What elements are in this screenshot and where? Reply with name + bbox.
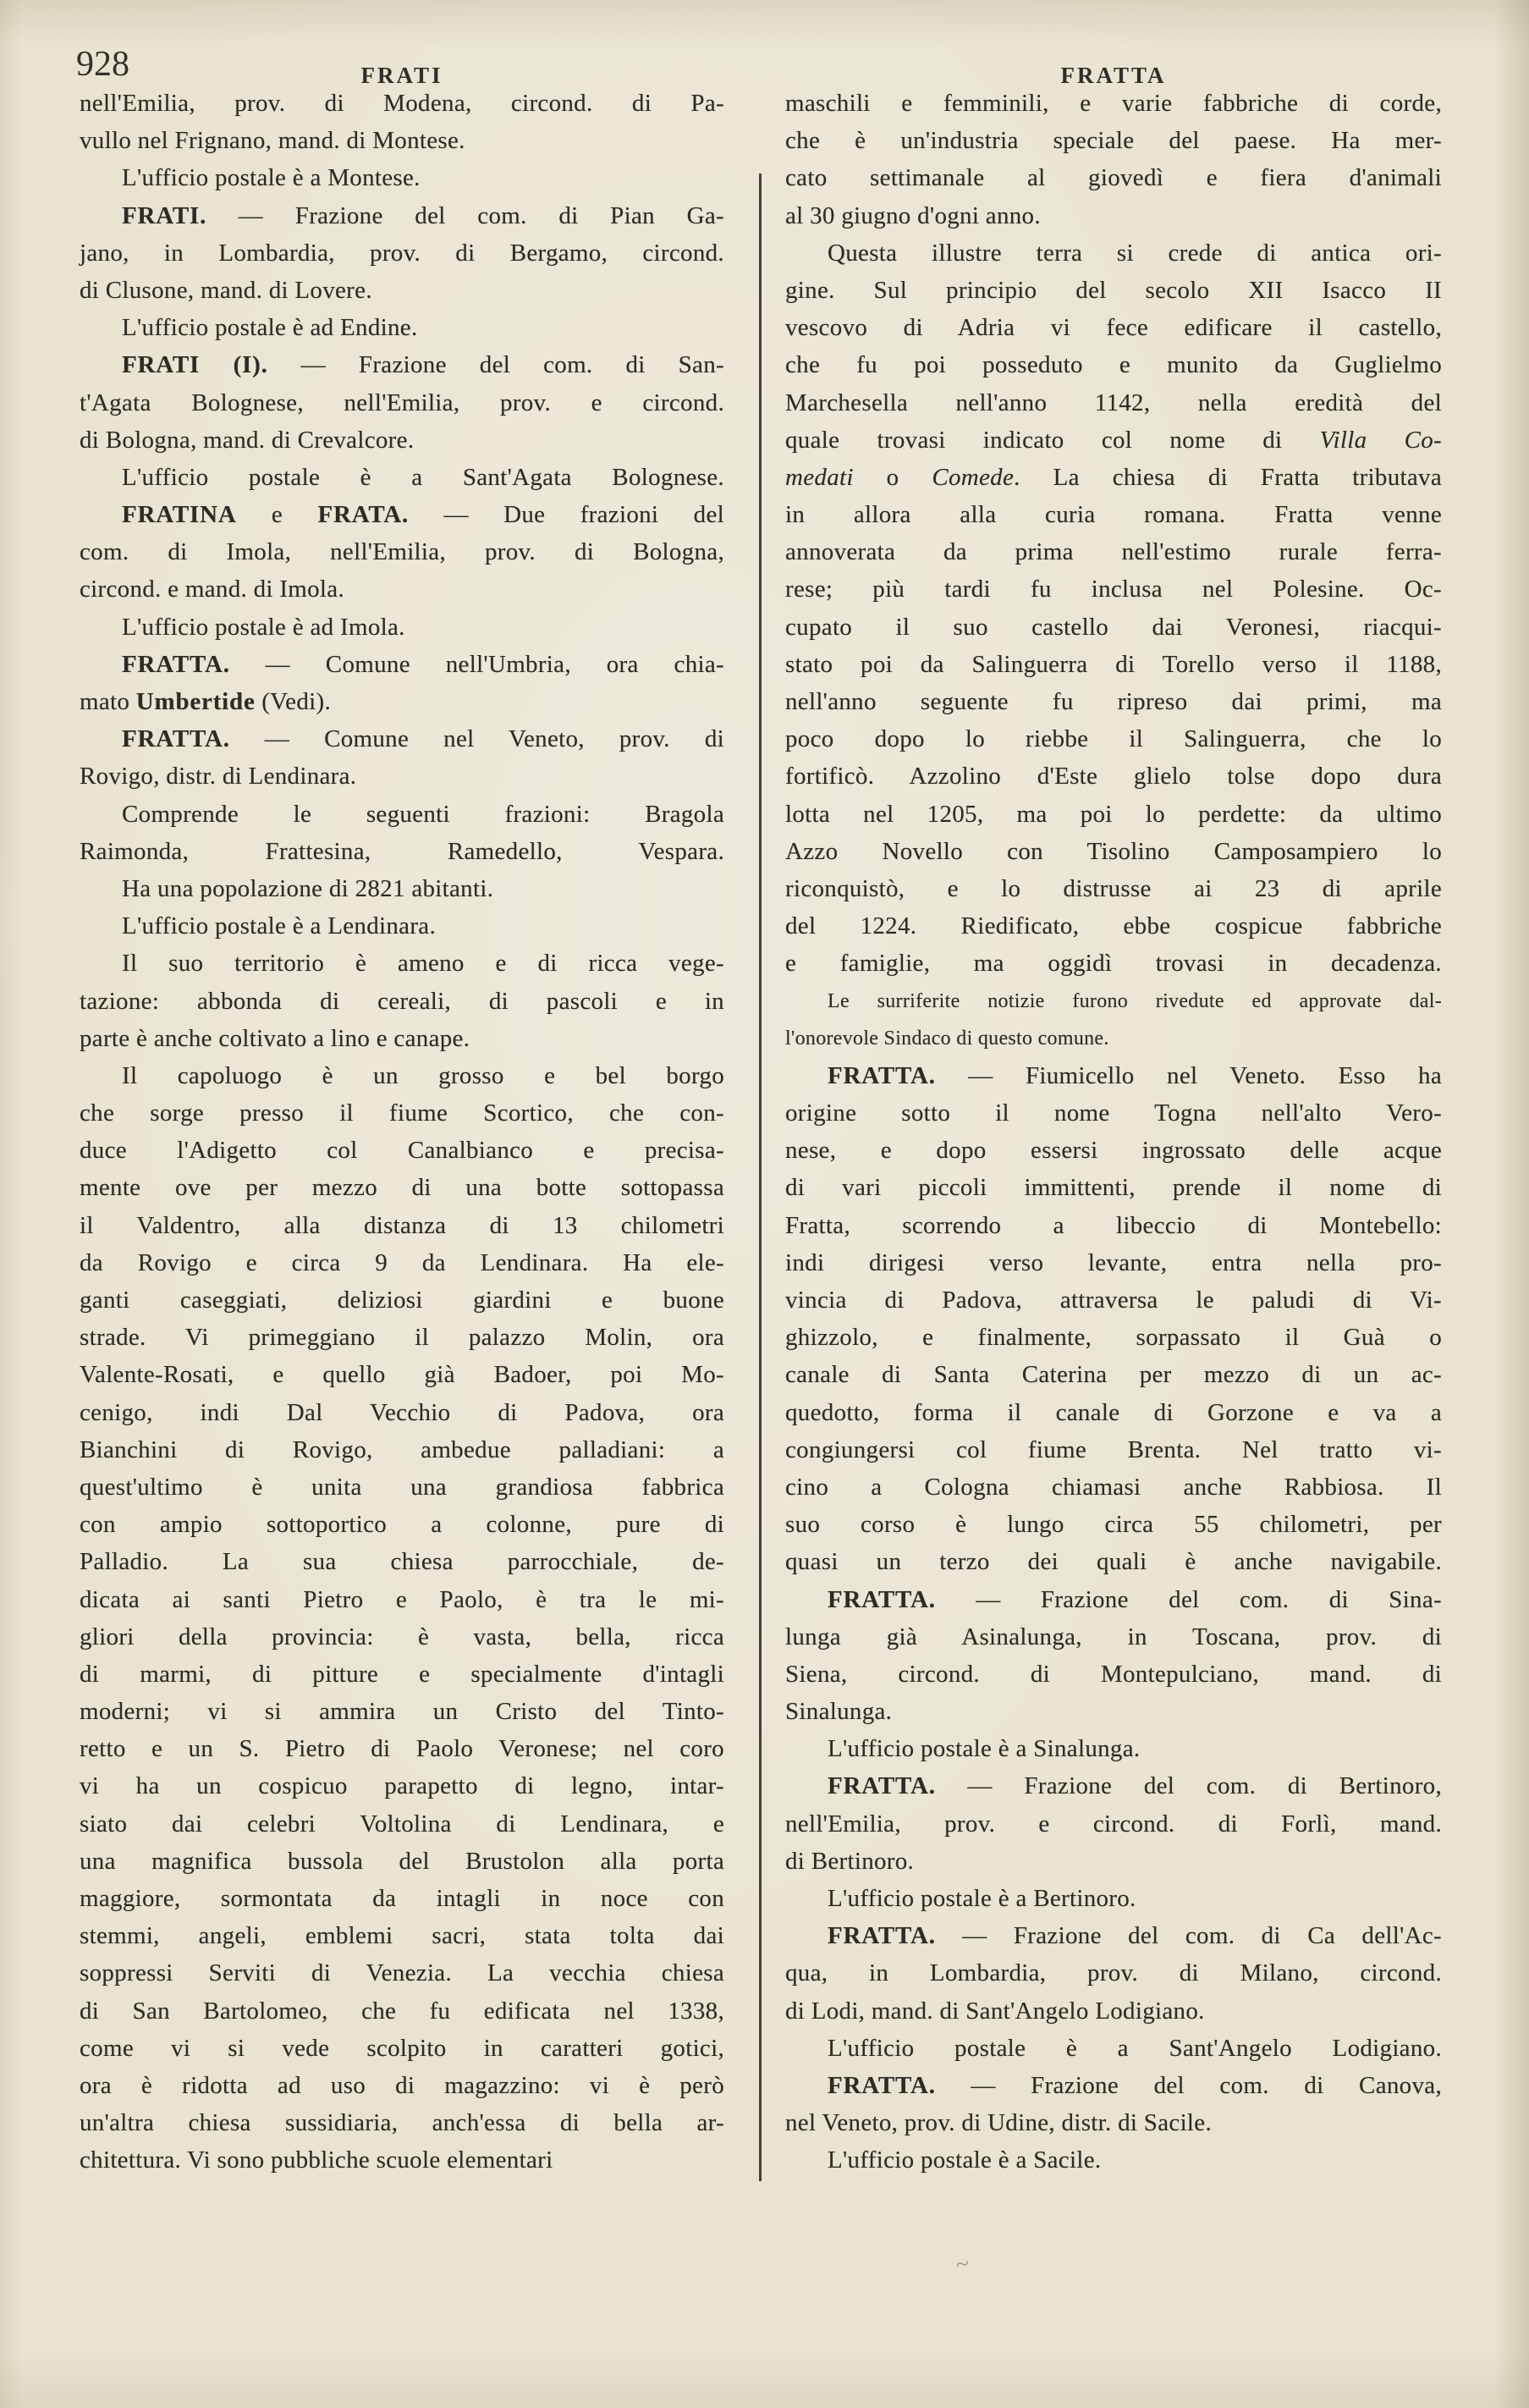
text-line: [785, 1992, 1442, 2030]
text-segment: — Fiumicello nel Veneto. Esso ha: [935, 1061, 1442, 1089]
text-line: [785, 1954, 1442, 1992]
text-line: [785, 1132, 1442, 1169]
text-line: [785, 1880, 1442, 1917]
text-segment: di San Bartolomeo, che fu edificata nel 1338,: [80, 1997, 724, 2025]
column-divider-rule: [759, 174, 762, 2181]
text-segment: parte è anche coltivato a lino e canape.: [80, 1024, 470, 1052]
text-line: [80, 1431, 724, 1468]
text-segment: il Valdentro, alla distanza di 13 chilometri: [80, 1211, 724, 1239]
text-line: [80, 2067, 724, 2104]
text-line: [80, 796, 724, 833]
text-segment: tazione: abbonda di cereali, di pascoli e in: [80, 987, 724, 1015]
text-segment: — Due frazioni del: [409, 501, 724, 529]
text-segment: cato settimanale al giovedì e fiera d'animali: [785, 164, 1442, 192]
text-segment: Palladio. La sua chiesa parrocchiale, de-: [80, 1548, 724, 1576]
text-line: [785, 309, 1442, 346]
right-column-header: FRATTA: [1060, 63, 1167, 88]
text-line: [785, 1693, 1442, 1730]
text-segment: vescovo di Adria vi fece edificare il castello,: [785, 314, 1442, 342]
text-line: [80, 1207, 724, 1244]
text-line: [80, 1581, 724, 1618]
text-line: [80, 1767, 724, 1805]
text-segment: Il capoluogo è un grosso e bel borgo: [122, 1061, 724, 1089]
text-segment: di vari piccoli immittenti, prende il nome di: [785, 1174, 1442, 1202]
text-segment: FRATTA.: [122, 725, 230, 753]
text-line: [80, 1169, 724, 1206]
text-segment: medati: [785, 463, 854, 491]
text-segment: vi ha un cospicuo parapetto di legno, intar-: [80, 1772, 724, 1800]
text-segment: L'ufficio postale è a Sant'Angelo Lodigiano.: [828, 2034, 1442, 2062]
text-segment: — Frazione del com. di Canova,: [935, 2071, 1442, 2099]
text-segment: siato dai celebri Voltolina di Lendinara, e: [80, 1810, 724, 1838]
text-segment: Umbertide: [135, 688, 256, 715]
text-segment: cupato il suo castello dai Veronesi, riacqui-: [785, 613, 1442, 641]
text-line: [80, 1281, 724, 1319]
text-line: [785, 1730, 1442, 1767]
text-segment: Villa Co-: [1319, 426, 1443, 454]
text-line: [785, 346, 1442, 383]
text-segment: vincia di Padova, attraversa le paludi di Vi-: [785, 1287, 1442, 1314]
text-line: [80, 1094, 724, 1132]
text-segment: e: [236, 501, 318, 529]
text-segment: (Vedi).: [255, 688, 332, 715]
text-line: [80, 758, 724, 795]
text-line: [80, 1020, 724, 1057]
text-segment: duce l'Adigetto col Canalbianco e precisa-: [80, 1137, 724, 1165]
text-line: [785, 609, 1442, 646]
text-line: [80, 609, 724, 646]
text-line: [80, 272, 724, 309]
text-segment: quale trovasi indicato col nome di: [785, 426, 1320, 454]
text-line: [80, 85, 724, 122]
text-line: [785, 1394, 1442, 1431]
text-line: [80, 1954, 724, 1992]
text-segment: FRATI.: [122, 201, 207, 229]
text-line: [80, 533, 724, 570]
text-line: [80, 496, 724, 533]
text-segment: soppressi Serviti di Venezia. La vecchia chiesa: [80, 1959, 724, 1987]
text-segment: nel Veneto, prov. di Udine, distr. di Sacile.: [785, 2109, 1213, 2137]
text-segment: L'ufficio postale è a Lendinara.: [122, 912, 436, 940]
text-segment: Questa illustre terra si crede di antica ori-: [828, 239, 1442, 267]
text-line: [785, 1207, 1442, 1244]
text-line: [785, 1843, 1442, 1880]
text-line: [80, 1805, 724, 1843]
text-line: [80, 983, 724, 1020]
text-segment: Sinalunga.: [785, 1698, 893, 1726]
text-line: [785, 384, 1442, 422]
text-segment: quedotto, forma il canale di Gorzone e va a: [785, 1398, 1442, 1426]
text-line: [785, 907, 1442, 945]
text-line: [80, 1468, 724, 1506]
text-segment: ganti caseggiati, deliziosi giardini e buone: [80, 1287, 724, 1314]
text-segment: vullo nel Frignano, mand. di Montese.: [80, 127, 465, 155]
text-segment: L'ufficio postale è a Sant'Agata Bolognese.: [122, 463, 724, 491]
text-line: [80, 2030, 724, 2067]
text-segment: qua, in Lombardia, prov. di Milano, circond.: [785, 1959, 1442, 1987]
text-segment: L'ufficio postale è a Montese.: [122, 164, 421, 192]
text-segment: dicata ai santi Pietro e Paolo, è tra le mi-: [80, 1585, 724, 1613]
text-segment: di Clusone, mand. di Lovere.: [80, 276, 372, 304]
text-line: [785, 197, 1442, 234]
text-segment: lunga già Asinalunga, in Toscana, prov. di: [785, 1623, 1442, 1650]
text-segment: indi dirigesi verso levante, entra nella pro-: [785, 1248, 1442, 1276]
text-line: [80, 1394, 724, 1431]
left-column-header: FRATI: [360, 63, 443, 88]
text-segment: Marchesella nell'anno 1142, nella eredità del: [785, 388, 1442, 416]
text-segment: l'onorevole Sindaco di questo comune.: [785, 1027, 1109, 1050]
text-line: [785, 796, 1442, 833]
text-segment: moderni; vi si ammira un Cristo del Tinto-: [80, 1698, 724, 1726]
text-segment: rese; più tardi fu inclusa nel Polesine. Oc-: [785, 576, 1442, 603]
text-segment: mato: [80, 688, 136, 715]
text-segment: FRATINA: [122, 501, 237, 529]
text-line: [80, 1917, 724, 1954]
text-segment: in allora alla curia romana. Fratta venne: [785, 501, 1442, 529]
text-line: [785, 870, 1442, 907]
text-segment: stemmi, angeli, emblemi sacri, stata tolta dai: [80, 1922, 724, 1950]
text-line: [785, 1656, 1442, 1693]
text-line: [785, 758, 1442, 795]
text-segment: con ampio sottoportico a colonne, pure di: [80, 1511, 724, 1539]
text-line: [785, 422, 1442, 459]
text-segment: o: [853, 463, 932, 491]
text-segment: gliori della provincia: è vasta, bella, ricca: [80, 1623, 724, 1650]
left-column: [80, 85, 724, 2179]
text-segment: L'ufficio postale è ad Imola.: [122, 613, 405, 641]
text-segment: di marmi, di pitture e specialmente d'intagli: [80, 1660, 724, 1688]
text-segment: — Frazione del com. di Ca dell'Ac-: [935, 1922, 1442, 1950]
text-segment: — Frazione del com. di Bertinoro,: [935, 1772, 1442, 1800]
text-line: [785, 1431, 1442, 1468]
text-segment: origine sotto il nome Togna nell'alto Vero-: [785, 1099, 1442, 1127]
text-line: [785, 1020, 1442, 1057]
text-line: [80, 945, 724, 982]
text-segment: ora è ridotta ad uso di magazzino: vi è però: [80, 2071, 724, 2099]
text-segment: riconquistò, e lo distrusse ai 23 di aprile: [785, 874, 1442, 902]
text-segment: Le surriferite notizie furono rivedute ed approvate dal-: [828, 989, 1442, 1012]
text-segment: lotta nel 1205, ma poi lo perdette: da ultimo: [785, 800, 1442, 828]
text-segment: Siena, circond. di Montepulciano, mand. di: [785, 1660, 1442, 1688]
text-segment: quasi un terzo dei quali è anche navigabile.: [785, 1548, 1442, 1576]
text-segment: cino a Cologna chiamasi anche Rabbiosa. Il: [785, 1473, 1442, 1501]
text-line: [785, 1057, 1442, 1094]
text-segment: com. di Imola, nell'Emilia, prov. di Bologna,: [80, 538, 724, 566]
text-line: [80, 422, 724, 459]
text-segment: FRATTA.: [828, 1061, 936, 1089]
text-line: [785, 272, 1442, 309]
text-segment: L'ufficio postale è ad Endine.: [122, 314, 418, 342]
text-line: [80, 683, 724, 720]
text-line: [80, 234, 724, 272]
text-segment: un'altra chiesa sussidiaria, anch'essa di bella ar-: [80, 2109, 724, 2137]
text-segment: quest'ultimo è unita una grandiosa fabbrica: [80, 1473, 724, 1501]
text-line: [80, 459, 724, 496]
text-line: [80, 1880, 724, 1917]
text-segment: che sorge presso il fiume Scortico, che con-: [80, 1099, 724, 1127]
text-line: [785, 122, 1442, 159]
text-line: [80, 1543, 724, 1580]
text-segment: da Rovigo e circa 9 da Lendinara. Ha ele-: [80, 1248, 724, 1276]
text-segment: FRATTA.: [828, 1922, 936, 1950]
text-line: [80, 1506, 724, 1543]
text-line: [785, 683, 1442, 720]
text-line: [80, 646, 724, 683]
text-segment: Bianchini di Rovigo, ambedue palladiani: a: [80, 1435, 724, 1463]
text-segment: congiungersi col fiume Brenta. Nel tratto vi-: [785, 1435, 1442, 1463]
text-line: [80, 122, 724, 159]
text-line: [80, 833, 724, 870]
text-line: [80, 1656, 724, 1693]
text-segment: nell'Emilia, prov. di Modena, circond. di Pa-: [80, 90, 724, 117]
text-line: [80, 346, 724, 383]
text-line: [80, 907, 724, 945]
text-line: [785, 2030, 1442, 2067]
text-segment: poco dopo lo riebbe il Salinguerra, che lo: [785, 725, 1442, 753]
text-segment: circond. e mand. di Imola.: [80, 576, 345, 603]
text-line: [785, 1506, 1442, 1543]
text-segment: gine. Sul principio del secolo XII Isacco II: [785, 276, 1442, 304]
text-segment: FRATTA.: [828, 1772, 936, 1800]
text-line: [785, 720, 1442, 758]
text-segment: — Comune nel Veneto, prov. di: [229, 725, 724, 753]
text-segment: Azzo Novello con Tisolino Camposampiero lo: [785, 837, 1442, 865]
text-segment: di Bertinoro.: [785, 1847, 915, 1875]
text-segment: FRATTA.: [828, 1585, 936, 1613]
text-line: [80, 1992, 724, 2030]
text-line: [785, 234, 1442, 272]
right-column: [785, 85, 1442, 2179]
text-line: [80, 1356, 724, 1393]
text-segment: — Frazione del com. di San-: [267, 351, 724, 379]
text-segment: maschili e femminili, e varie fabbriche di corde,: [785, 90, 1442, 117]
text-line: [785, 1281, 1442, 1319]
text-line: [785, 2141, 1442, 2179]
text-line: [785, 1805, 1442, 1843]
text-line: [80, 1618, 724, 1656]
text-line: [80, 1319, 724, 1356]
text-line: [785, 1767, 1442, 1805]
text-line: [80, 1244, 724, 1281]
text-line: [785, 833, 1442, 870]
text-segment: maggiore, sormontata da intagli in noce con: [80, 1885, 724, 1912]
text-segment: di Bologna, mand. di Crevalcore.: [80, 426, 415, 454]
text-segment: e famiglie, ma oggidì trovasi in decadenza.: [785, 950, 1442, 978]
text-segment: Ha una popolazione di 2821 abitanti.: [122, 874, 494, 902]
text-line: [785, 533, 1442, 570]
text-line: [80, 570, 724, 608]
scan-artifact-mark: ~: [954, 2250, 971, 2279]
text-line: [785, 646, 1442, 683]
text-segment: FRATTA.: [828, 2071, 936, 2099]
text-line: [80, 720, 724, 758]
text-segment: t'Agata Bolognese, nell'Emilia, prov. e circond.: [80, 388, 724, 416]
text-segment: strade. Vi primeggiano il palazzo Molin, ora: [80, 1324, 724, 1352]
text-segment: Comprende le seguenti frazioni: Bragola: [122, 800, 724, 828]
text-line: [785, 1468, 1442, 1506]
text-segment: — Frazione del com. di Pian Ga-: [206, 201, 724, 229]
text-segment: FRATTA.: [122, 650, 230, 678]
text-segment: nell'anno seguente fu ripreso dai primi, ma: [785, 688, 1442, 715]
text-segment: Comede: [932, 463, 1015, 491]
text-line: [785, 1618, 1442, 1656]
text-segment: FRATI (I).: [122, 351, 268, 379]
text-line: [80, 159, 724, 196]
text-line: [80, 1132, 724, 1169]
text-line: [785, 459, 1442, 496]
text-segment: Rovigo, distr. di Lendinara.: [80, 763, 357, 791]
text-line: [80, 384, 724, 422]
text-line: [785, 1169, 1442, 1206]
text-line: [80, 1730, 724, 1767]
text-line: [785, 1356, 1442, 1393]
text-segment: ghizzolo, e finalmente, sorpassato il Guà o: [785, 1324, 1442, 1352]
text-line: [785, 1319, 1442, 1356]
text-line: [785, 2067, 1442, 2104]
text-line: [785, 1581, 1442, 1618]
text-line: [785, 496, 1442, 533]
text-line: [785, 570, 1442, 608]
text-segment: L'ufficio postale è a Bertinoro.: [828, 1885, 1136, 1912]
text-segment: Il suo territorio è ameno e di ricca vege-: [122, 950, 724, 978]
text-segment: Valente-Rosati, e quello già Badoer, poi Mo-: [80, 1361, 724, 1389]
text-segment: Fratta, scorrendo a libeccio di Montebello:: [785, 1211, 1442, 1239]
text-segment: del 1224. Riedificato, ebbe cospicue fabbriche: [785, 912, 1442, 940]
text-segment: di Lodi, mand. di Sant'Angelo Lodigiano.: [785, 1997, 1205, 2025]
text-segment: — Frazione del com. di Sina-: [935, 1585, 1442, 1613]
text-segment: Raimonda, Frattesina, Ramedello, Vespara.: [80, 837, 724, 865]
text-segment: L'ufficio postale è a Sinalunga.: [828, 1735, 1141, 1763]
text-line: [80, 1693, 724, 1730]
text-line: [785, 1543, 1442, 1580]
text-segment: chitettura. Vi sono pubbliche scuole elementari: [80, 2146, 553, 2174]
text-segment: come vi si vede scolpito in caratteri gotici,: [80, 2034, 724, 2062]
text-segment: FRATA.: [317, 501, 410, 529]
text-line: [80, 1057, 724, 1094]
text-segment: — Comune nell'Umbria, ora chia-: [229, 650, 724, 678]
text-line: [80, 1843, 724, 1880]
text-segment: stato poi da Salinguerra di Torello verso il 1188,: [785, 650, 1442, 678]
text-segment: . La chiesa di Fratta tributava: [1014, 463, 1442, 491]
text-line: [785, 1244, 1442, 1281]
text-line: [80, 2104, 724, 2141]
text-line: [785, 85, 1442, 122]
text-line: [785, 1917, 1442, 1954]
text-segment: cenigo, indi Dal Vecchio di Padova, ora: [80, 1398, 724, 1426]
page-number: 928: [76, 45, 129, 84]
text-segment: nese, e dopo essersi ingrossato delle acque: [785, 1137, 1442, 1165]
text-segment: canale di Santa Caterina per mezzo di un ac-: [785, 1361, 1442, 1389]
text-line: [785, 945, 1442, 982]
text-line: [785, 159, 1442, 196]
text-line: [785, 1094, 1442, 1132]
text-segment: suo corso è lungo circa 55 chilometri, per: [785, 1511, 1442, 1539]
text-line: [80, 197, 724, 234]
text-line: [785, 2104, 1442, 2141]
text-segment: nell'Emilia, prov. e circond. di Forlì, mand.: [785, 1810, 1442, 1838]
text-segment: al 30 giugno d'ogni anno.: [785, 201, 1041, 229]
text-segment: annoverata da prima nell'estimo rurale ferra-: [785, 538, 1442, 566]
text-line: [80, 870, 724, 907]
text-segment: retto e un S. Pietro di Paolo Veronese; nel coro: [80, 1735, 724, 1763]
text-segment: una magnifica bussola del Brustolon alla porta: [80, 1847, 724, 1875]
text-line: [80, 2141, 724, 2179]
text-segment: fortificò. Azzolino d'Este glielo tolse dopo dura: [785, 763, 1442, 791]
text-segment: che è un'industria speciale del paese. Ha mer-: [785, 127, 1442, 155]
text-segment: mente ove per mezzo di una botte sottopassa: [80, 1174, 724, 1202]
text-segment: jano, in Lombardia, prov. di Bergamo, circond.: [80, 239, 724, 267]
text-segment: L'ufficio postale è a Sacile.: [828, 2146, 1102, 2174]
text-line: [785, 983, 1442, 1020]
text-line: [80, 309, 724, 346]
text-segment: che fu poi posseduto e munito da Guglielmo: [785, 351, 1442, 379]
